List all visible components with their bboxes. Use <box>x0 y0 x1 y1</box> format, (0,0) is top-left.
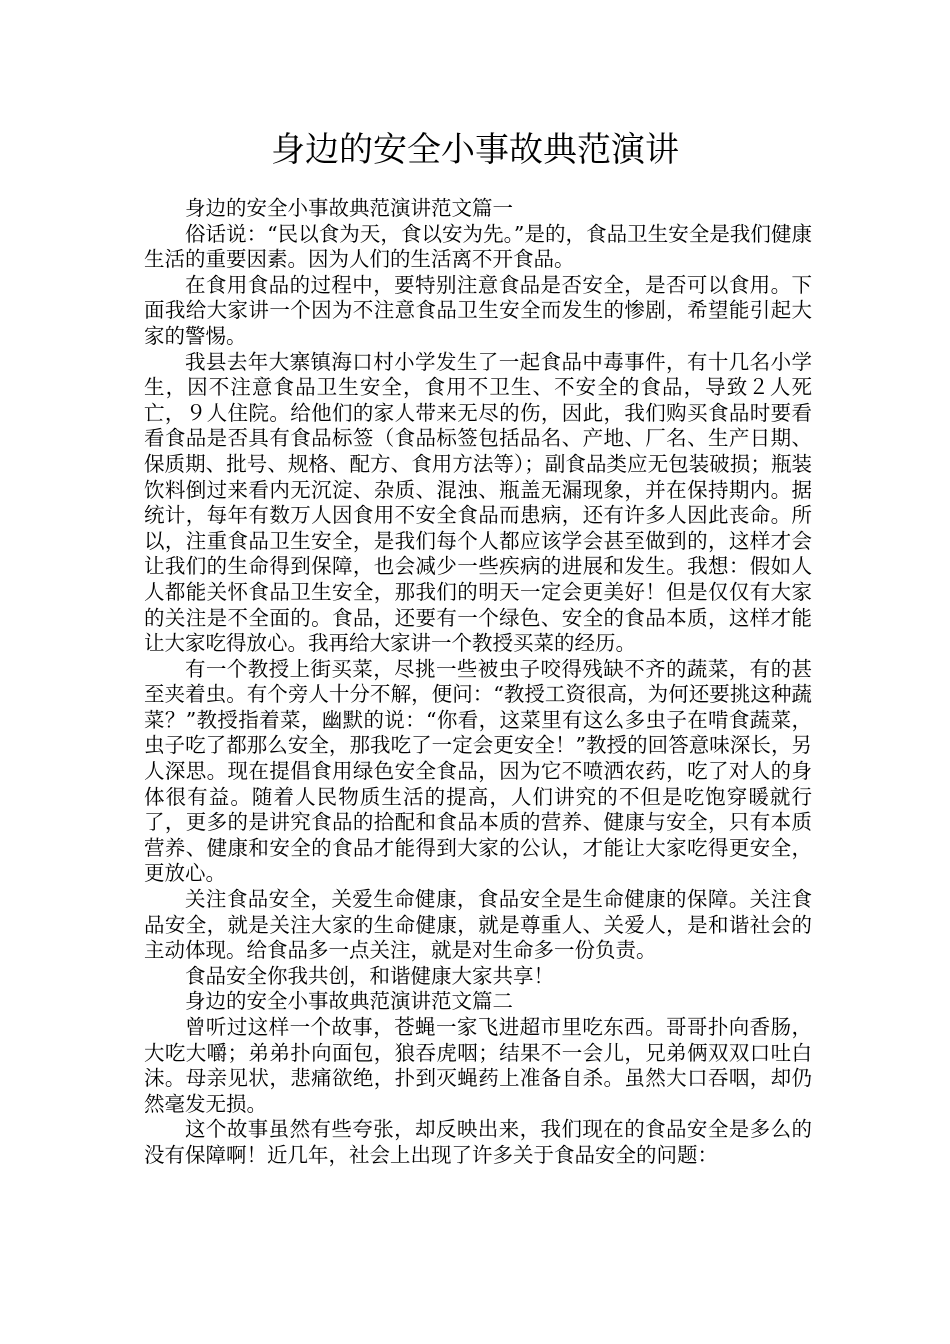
document-body <box>144 196 812 1169</box>
paragraph: 这个故事虽然有些夸张，却反映出来，我们现在的食品安全是多么的没有保障啊！近几年，社会上出现了许多关于食品安全的问题： <box>144 1117 812 1167</box>
paragraph: 俗话说：“民以食为天，食以安为先。”是的，食品卫生安全是我们健康生活的重要因素。因为人们的生活离不开食品。 <box>144 221 812 272</box>
paragraph: 有一个教授上街买菜，尽挑一些被虫子咬得残缺不齐的蔬菜，有的甚至夹着虫。有个旁人十分不解，便问：“教授工资很高，为何还要挑这种蔬菜？”教授指着菜，幽默的说：“你看，这菜里有这么多虫子在啃食蔬菜，虫子吃了都那么安全，那我吃了一定会更安全！”教授的回答意味深长，另人深思。现在提倡食用绿色安全食品，因为它不喷洒农药，吃了对人的身体很有益。随着人民物质生活的提高，人们讲究的不但是吃饱穿暖就行了，更多的是讲究食品的拾配和食品本质的营养、健康与安全，只有本质营养、健康和安全的食品才能得到大家的公认，才能让大家吃得更安全，更放心。 <box>144 656 812 886</box>
paragraph: 食品安全你我共创，和谐健康大家共享！ <box>185 963 554 988</box>
paragraph: 关注食品安全，关爱生命健康，食品安全是生命健康的保障。关注食品安全，就是关注大家的生命健康，就是尊重人、关爱人，是和谐社会的主动体现。给食品多一点关注，就是对生命多一份负责。 <box>144 887 812 963</box>
page-title: 身边的安全小事故典范演讲 <box>271 130 679 170</box>
paragraph: 我县去年大寨镇海口村小学发生了一起食品中毒事件，有十几名小学生，因不注意食品卫生安全，食用不卫生、不安全的食品，导致２人死亡，９人住院。给他们的家人带来无尽的伤，因此，我们购买食品时要看看食品是否具有食品标签（食品标签包括品名、产地、厂名、生产日期、保质期、批号、规格、配方、食用方法等）；副食品类应无包装破损；瓶装饮料倒过来看内无沉淀、杂质、混浊、瓶盖无漏现象，并在保持期内。据统计，每年有数万人因食用不安全食品而患病，还有许多人因此丧命。所以，注重食品卫生安全，是我们每个人都应该学会甚至做到的，这样才会让我们的生命得到保障，也会减少一些疾病的进展和发生。我想：假如人人都能关怀食品卫生安全，那我们的明天一定会更美好！但是仅仅有大家的关注是不全面的。食品，还要有一个绿色、安全的食品本质，这样才能让大家吃得放心。我再给大家讲一个教授买菜的经历。 <box>144 349 812 656</box>
paragraph: 在食用食品的过程中，要特别注意食品是否安全，是否可以食用。下面我给大家讲一个因为不注意食品卫生安全而发生的惨剧，希望能引起大家的警惕。 <box>144 272 812 348</box>
section-heading-2: 身边的安全小事故典范演讲范文篇二 <box>185 989 513 1014</box>
paragraph: 曾听过这样一个故事，苍蝇一家飞进超市里吃东西。哥哥扑向香肠，大吃大嚼；弟弟扑向面包，狼吞虎咽；结果不一会儿，兄弟俩双双口吐白沫。母亲见状，悲痛欲绝，扑到灭蝇药上准备自杀。虽然大口吞咽，却仍然毫发无损。 <box>144 1015 812 1116</box>
section-heading-1: 身边的安全小事故典范演讲范文篇一 <box>185 196 513 220</box>
